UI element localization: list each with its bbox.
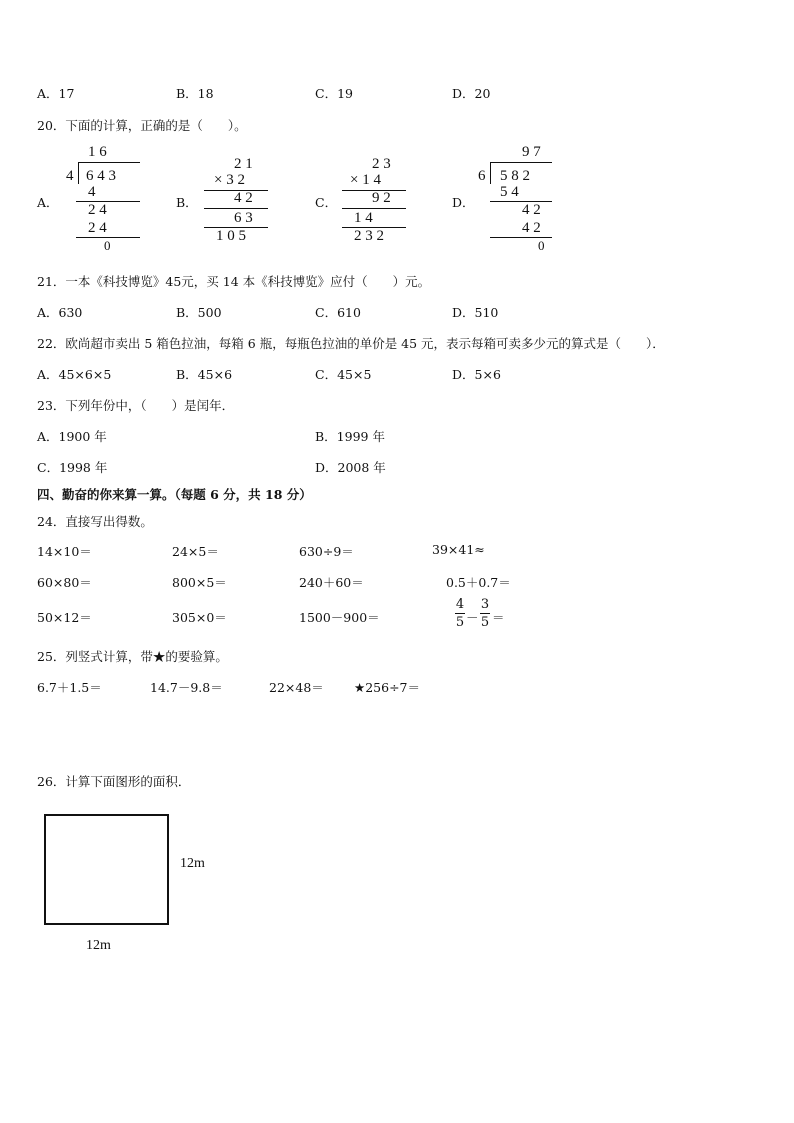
q20-d-remainder: 0	[538, 238, 545, 253]
q23-stem: 23．下列年份中，（ ）是闰年．	[37, 398, 235, 413]
q20-a-divisor: 4	[66, 168, 74, 184]
q20-c-result: 2 3 2	[354, 228, 384, 244]
q24-stem: 24．直接写出得数。	[37, 514, 153, 529]
q24-item: 240＋60＝	[299, 575, 364, 590]
q23-option-c: C．1998 年	[37, 460, 108, 475]
q20-b-partial1: 4 2	[234, 190, 253, 206]
q24-item: 24×5＝	[172, 544, 219, 559]
q21-option-d: D．510	[452, 305, 499, 320]
q25-stem: 25．列竖式计算，带★的要验算。	[37, 649, 228, 664]
q21-option-b: B．500	[176, 305, 222, 320]
q20-a-line1	[76, 201, 140, 202]
q20-d-division-bar	[490, 162, 552, 163]
q20-label-a: A．	[37, 195, 59, 210]
q20-b-multiplier: × 3 2	[214, 172, 245, 188]
q19-option-a: A．17	[37, 86, 75, 101]
q20-d-dividend: 5 8 2	[500, 168, 530, 184]
q23-option-d: D．2008 年	[315, 460, 386, 475]
q20-c-multiplication	[338, 150, 413, 250]
q24-fraction-1-bar	[455, 613, 465, 614]
q24-fraction-2	[478, 597, 492, 630]
q19-option-d: D．20	[452, 86, 491, 101]
q20-b-top: 2 1	[234, 156, 253, 172]
q20-d-quotient: 9 7	[522, 144, 541, 160]
q20-b-result: 1 0 5	[216, 228, 246, 244]
q20-a-step1: 4	[88, 184, 96, 200]
q20-c-partial1: 9 2	[372, 190, 391, 206]
q24-fraction-1-denominator: 5	[455, 615, 465, 630]
q25-item: 22×48＝	[269, 680, 324, 695]
q20-a-quotient: 1 6	[88, 144, 107, 160]
q26-square-figure	[44, 814, 169, 925]
q20-d-line1	[490, 201, 552, 202]
q20-a-remainder: 0	[104, 238, 111, 253]
q20-c-line2	[342, 208, 406, 209]
q20-d-step2: 4 2	[522, 202, 541, 218]
q20-b-line2	[204, 208, 268, 209]
q23-option-a: A．1900 年	[37, 429, 107, 444]
q26-bottom-label: 12m	[86, 938, 111, 953]
q20-d-division-bracket	[490, 162, 491, 184]
q20-d-divisor: 6	[478, 168, 486, 184]
q26-side-label: 12m	[180, 856, 205, 871]
q24-item: 800×5＝	[172, 575, 227, 590]
q19-option-b: B．18	[176, 86, 214, 101]
q21-stem: 21．一本《科技博览》45元，买 14 本《科技博览》应付（ ）元。	[37, 274, 431, 289]
q24-item: 14×10＝	[37, 544, 92, 559]
q24-fraction-1	[453, 597, 467, 630]
q20-c-multiplier: × 1 4	[350, 172, 381, 188]
q24-fraction-2-denominator: 5	[480, 615, 490, 630]
q24-fraction-2-bar	[480, 613, 490, 614]
q22-option-a: A．45×6×5	[37, 367, 112, 382]
q21-option-a: A．630	[37, 305, 83, 320]
q19-option-c: C．19	[315, 86, 353, 101]
q20-d-long-division	[476, 142, 566, 254]
q22-option-b: B．45×6	[176, 367, 233, 382]
q24-item: 0.5＋0.7＝	[446, 575, 511, 590]
q25-item: 14.7－9.8＝	[150, 680, 223, 695]
q20-b-multiplication	[200, 150, 275, 250]
q20-d-step1: 5 4	[500, 184, 519, 200]
q20-d-step3: 4 2	[522, 220, 541, 236]
q24-item: 630÷9＝	[299, 544, 354, 559]
q20-a-step3: 2 4	[88, 220, 107, 236]
q20-label-c: C．	[315, 195, 338, 210]
q20-a-division-bar	[78, 162, 140, 163]
q24-fraction-1-numerator: 4	[455, 597, 465, 612]
q22-option-c: C．45×5	[315, 367, 372, 382]
q22-stem: 22．欧尚超市卖出 5 箱色拉油，每箱 6 瓶，每瓶色拉油的单价是 45 元，表示每箱可卖多少元的算式是（ ）．	[37, 336, 665, 351]
q24-item: 39×41≈	[432, 542, 485, 557]
q24-item: 60×80＝	[37, 575, 92, 590]
q21-option-c: C．610	[315, 305, 361, 320]
q24-fraction-2-numerator: 3	[480, 597, 490, 612]
q20-c-top: 2 3	[372, 156, 391, 172]
q24-item: 305×0＝	[172, 610, 227, 625]
q23-option-b: B．1999 年	[315, 429, 385, 444]
section-4-heading: 四、勤奋的你来算一算。（每题 6 分，共 18 分）	[37, 487, 312, 502]
q20-stem: 20．下面的计算，正确的是（ ）。	[37, 118, 247, 133]
q22-option-d: D．5×6	[452, 367, 501, 382]
q20-c-partial2: 1 4	[354, 210, 373, 226]
q24-fraction-equals: ＝	[492, 610, 505, 625]
q20-b-partial2: 6 3	[234, 210, 253, 226]
q20-label-b: B．	[176, 195, 198, 210]
q20-label-d: D．	[452, 195, 475, 210]
q24-item: 1500－900＝	[299, 610, 380, 625]
q24-fraction-operator: －	[466, 610, 479, 625]
q26-stem: 26．计算下面图形的面积．	[37, 774, 191, 789]
q25-item: ★256÷7＝	[354, 680, 420, 695]
q24-item: 50×12＝	[37, 610, 92, 625]
q25-item: 6.7＋1.5＝	[37, 680, 102, 695]
q20-a-long-division	[60, 142, 150, 254]
q20-a-dividend: 6 4 3	[86, 168, 116, 184]
q20-a-step2: 2 4	[88, 202, 107, 218]
q20-a-division-bracket	[78, 162, 79, 184]
